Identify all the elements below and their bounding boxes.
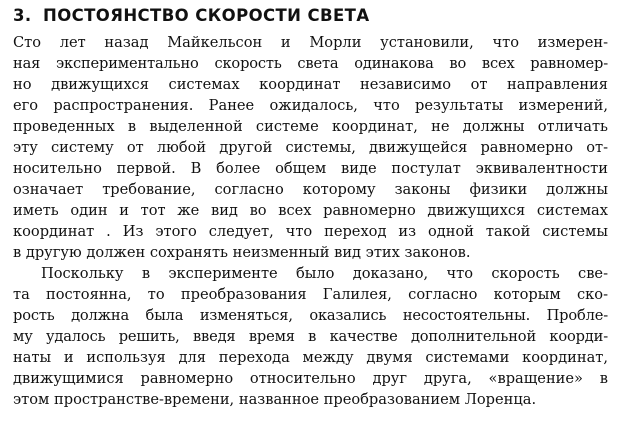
- text-line: та постоянна, то преобразования Галилея, согласно которым ско-: [13, 286, 608, 303]
- section-title: ПОСТОЯНСТВО СКОРОСТИ СВЕТА: [43, 6, 370, 25]
- text-line: Сто лет назад Майкельсон и Морли установили, что измерен-: [13, 34, 608, 51]
- text-line: но движущихся системах координат независимо от направления: [13, 76, 608, 93]
- text-line: означает требование, согласно которому законы физики должны: [13, 181, 608, 198]
- text-line: координат . Из этого следует, что переход из одной такой системы: [13, 223, 608, 240]
- text-line: эту систему от любой другой системы, движущейся равномерно от-: [13, 139, 608, 156]
- text-line: рость должна была изменяться, оказались несостоятельны. Пробле-: [13, 307, 608, 324]
- paragraph-2: [13, 263, 608, 410]
- text-line: этом пространстве-времени, названное преобразованием Лоренца.: [13, 391, 537, 408]
- text-line: движущимися равномерно относительно друг друга, «вращение» в: [13, 370, 608, 387]
- text-line: ная экспериментально скорость света одинакова во всех равномер-: [13, 55, 608, 72]
- text-line: носительно первой. В более общем виде постулат эквивалентности: [13, 160, 608, 177]
- section-heading: [13, 0, 608, 32]
- text-line: в другую должен сохранять неизменный вид этих законов.: [13, 244, 471, 261]
- paragraph-1: [13, 32, 608, 263]
- text-line: му удалось решить, введя время в качестве дополнительной коорди-: [13, 328, 608, 345]
- text-line: его распространения. Ранее ожидалось, что результаты измерений,: [13, 97, 608, 114]
- text-line: Поскольку в эксперименте было доказано, что скорость све-: [41, 265, 608, 282]
- section-number: 3.: [13, 6, 32, 25]
- text-line: иметь один и тот же вид во всех равномерно движущихся системах: [13, 202, 608, 219]
- text-line: наты и используя для перехода между двумя системами координат,: [13, 349, 608, 366]
- text-line: проведенных в выделенной системе координат, не должны отличать: [13, 118, 608, 135]
